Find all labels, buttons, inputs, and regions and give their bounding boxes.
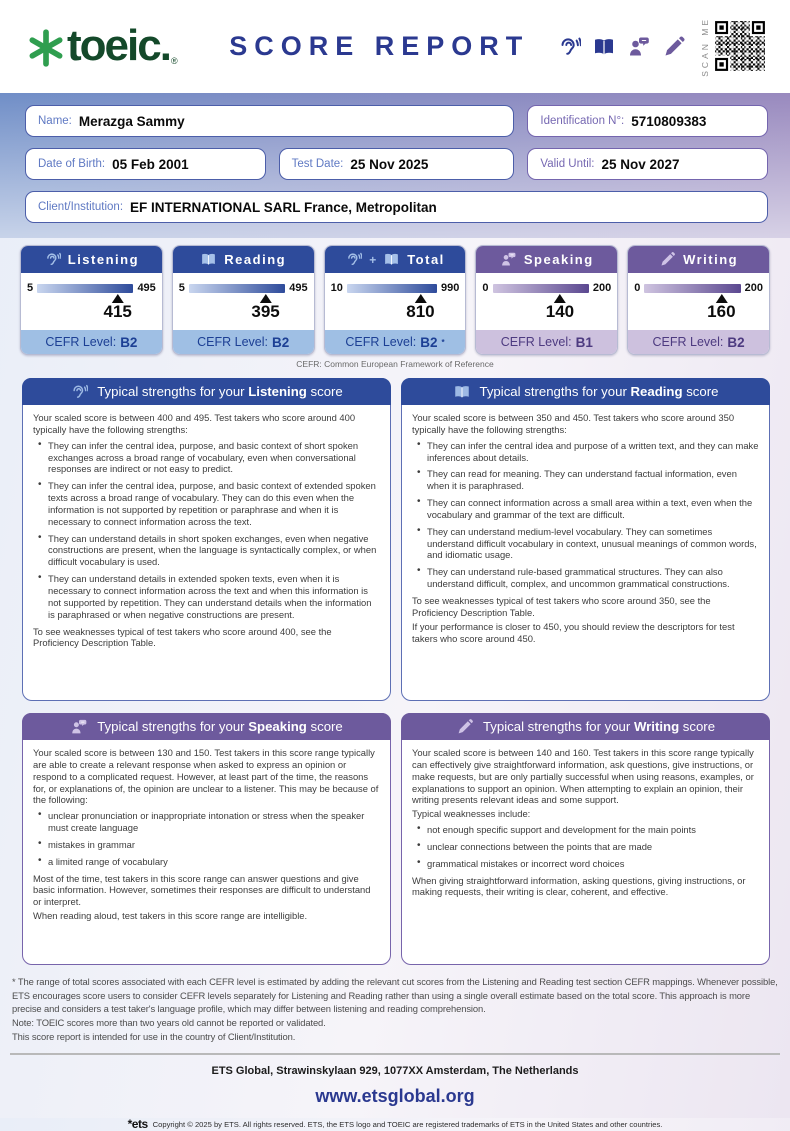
identification-field bbox=[527, 105, 768, 137]
scan-me-label: SCAN ME bbox=[699, 16, 710, 77]
strengths-list bbox=[414, 440, 759, 590]
panel-intro-2: Typical weaknesses include: bbox=[412, 808, 531, 820]
client-institution-label: Client/Institution: bbox=[38, 201, 124, 213]
name-value: Merazga Sammy bbox=[78, 113, 185, 129]
score-cards bbox=[0, 238, 790, 355]
card-title: Total bbox=[407, 252, 445, 267]
list-item: • They can infer the central idea and purpose of a written text, and they can make inferences about details. bbox=[414, 440, 759, 464]
speaking-score-card bbox=[475, 245, 618, 355]
cefr-level: B2 bbox=[271, 334, 290, 350]
cefr-level: B2 bbox=[420, 334, 438, 350]
cefr-level: B2 bbox=[120, 334, 138, 350]
panel-intro: Your scaled score is between 400 and 495. Test takers who score around 400 typically have the following strengths: bbox=[33, 412, 356, 435]
panel-title: Typical strengths for your Listening score bbox=[97, 384, 343, 399]
ets-address: ETS Global, Strawinskylaan 929, 1077XX Amsterdam, The Netherlands bbox=[211, 1065, 579, 1078]
list-item: • unclear connections between the points that are made bbox=[414, 841, 759, 853]
panel-outro: When giving straightforward information, asking questions, giving instructions, or making requests, their writing is clear, coherent, and effective. bbox=[412, 874, 746, 898]
pencil-icon bbox=[456, 718, 474, 736]
score-marker bbox=[251, 294, 279, 322]
score-bar bbox=[493, 284, 589, 293]
total-score-card bbox=[324, 245, 467, 355]
test-date-value: 25 Nov 2025 bbox=[350, 156, 429, 172]
score-bar bbox=[347, 284, 437, 293]
list-item: • They can read for meaning. They can understand factual information, even when it is paraphrased. bbox=[414, 468, 759, 492]
total-cefr: CEFR Level: B2 * bbox=[325, 330, 466, 354]
speaking-cefr: CEFR Level: B1 bbox=[476, 330, 617, 354]
listening-strengths-panel bbox=[22, 378, 391, 701]
writing-score-card bbox=[627, 245, 770, 355]
list-item: • They can understand rule-based grammatical structures. They can also understand difficult, complex, and uncommon grammatical constructions. bbox=[414, 566, 759, 590]
panel-title: Typical strengths for your Writing score bbox=[482, 719, 716, 734]
valid-until-value: 25 Nov 2027 bbox=[601, 156, 680, 172]
card-title: Speaking bbox=[523, 252, 594, 267]
list-item: • They can understand details in extended spoken texts, even when it is necessary to connect information across the text and when this information is not supported by repetition. They can understand details when the information is paraphrased or when negative constructions are present. bbox=[35, 573, 380, 620]
score-value: 415 bbox=[103, 301, 132, 321]
speaking-person-icon bbox=[500, 251, 517, 268]
plus-sign: + bbox=[369, 252, 377, 267]
ear-icon bbox=[44, 251, 61, 268]
client-institution-value: EF INTERNATIONAL SARL France, Metropolitan bbox=[130, 199, 437, 215]
score-marker bbox=[406, 294, 434, 322]
list-item: • They can connect information across a small area within a text, even when the vocabulary and grammar of the text are difficult. bbox=[414, 497, 759, 521]
cefr-asterisk: * bbox=[441, 337, 445, 347]
book-icon bbox=[453, 383, 471, 401]
ear-icon bbox=[70, 383, 88, 401]
reading-strengths-panel bbox=[401, 378, 770, 701]
pencil-icon bbox=[659, 251, 676, 268]
client-institution-field bbox=[25, 191, 768, 223]
panel-intro: Your scaled score is between 350 and 450. Test takers who score around 350 typically have the following strengths: bbox=[412, 412, 735, 435]
score-marker bbox=[707, 294, 735, 322]
valid-until-label: Valid Until: bbox=[540, 158, 595, 170]
speaking-scale bbox=[476, 273, 617, 330]
scale-max: 200 bbox=[744, 282, 763, 294]
panel-outro: To see weaknesses typical of test takers who score around 400, see the Proficiency Description Table. bbox=[33, 625, 332, 649]
date-of-birth-value: 05 Feb 2001 bbox=[112, 156, 189, 172]
score-value: 810 bbox=[406, 301, 435, 321]
score-bar bbox=[644, 284, 740, 293]
validity-note: Note: TOEIC scores more than two years old cannot be reported or validated. bbox=[12, 1016, 326, 1028]
date-of-birth-label: Date of Birth: bbox=[38, 158, 106, 170]
writing-scale bbox=[628, 273, 769, 330]
list-item: • They can infer the central idea, purpose, and basic context of short spoken exchanges across a broad range of vocabulary, even when conversational responses are indirect or not easy to predict. bbox=[35, 440, 380, 476]
country-note: This score report is intended for use in the country of Client/Institution. bbox=[12, 1030, 296, 1042]
writing-card-header bbox=[628, 246, 769, 273]
writing-strengths-panel bbox=[401, 713, 770, 965]
toeic-logo bbox=[26, 20, 178, 70]
panel-intro: Your scaled score is between 130 and 150. Test takers in this score range typically are able to create a relevant response when asked to express an opinion or respond to a complicated request. However, at least part of the time, the reasons for, or explanations of, the opinion are unclear to a listener. This may be because of the following: bbox=[33, 747, 379, 806]
qr-code bbox=[714, 20, 766, 72]
speaking-panel-header bbox=[22, 713, 391, 740]
total-card-header bbox=[325, 246, 466, 273]
speaking-person-icon bbox=[70, 718, 88, 736]
strengths-list bbox=[35, 440, 380, 621]
test-date-label: Test Date: bbox=[291, 158, 344, 170]
panel-outro-2: When reading aloud, test takers in this score range are intelligible. bbox=[33, 910, 308, 922]
report-footer bbox=[0, 1055, 790, 1131]
cefr-level: B2 bbox=[727, 334, 745, 350]
listening-panel-header bbox=[22, 378, 391, 405]
book-icon bbox=[592, 35, 616, 59]
card-title: Writing bbox=[683, 252, 739, 267]
copyright-text: Copyright © 2025 by ETS. All rights reserved. ETS, the ETS logo and TOEIC are registered trademarks of ETS in the United States and other countries. bbox=[152, 1119, 663, 1129]
listening-scale bbox=[21, 273, 162, 330]
strength-panels bbox=[0, 371, 790, 965]
score-marker bbox=[104, 294, 132, 322]
pencil-icon bbox=[662, 35, 686, 59]
identification-value: 5710809383 bbox=[631, 113, 707, 129]
speaking-card-header bbox=[476, 246, 617, 273]
card-title: Listening bbox=[67, 252, 140, 267]
listening-card-header bbox=[21, 246, 162, 273]
panel-title: Typical strengths for your Speaking score bbox=[97, 719, 343, 734]
list-item: • They can infer the central idea, purpose, and basic context of extended spoken texts across a broad range of vocabulary. They can do this even when the information is not supported by repetition or paraphrase and when it is necessary to connect information across the text. bbox=[35, 480, 380, 527]
panel-intro: Your scaled score is between 140 and 160. Test takers in this score range typically can effectively give straightforward information, ask questions, give instructions, or make requests, but are only partially successful when using reasons, examples, or explanations to support an opinion. When attempting to explain an opinion, their writing presents relevant ideas and some support. bbox=[412, 747, 754, 806]
identity-band bbox=[0, 93, 790, 238]
writing-panel-header bbox=[401, 713, 770, 740]
ets-logo: *ets bbox=[127, 1117, 148, 1131]
score-bar bbox=[37, 284, 133, 293]
ear-icon bbox=[345, 251, 362, 268]
list-item: • unclear pronunciation or inappropriate intonation or stress when the speaker must create language bbox=[35, 810, 380, 834]
reading-scale bbox=[173, 273, 314, 330]
score-bar bbox=[189, 284, 285, 293]
scale-min: 5 bbox=[27, 282, 34, 294]
scale-min: 0 bbox=[482, 282, 489, 294]
list-item: • They can understand details in short spoken exchanges, even when negative constructions are present, when the language is syntactically complex, or when difficult vocabulary is used. bbox=[35, 533, 380, 569]
book-icon bbox=[383, 251, 400, 268]
ear-icon bbox=[557, 35, 581, 59]
speaking-strengths-panel bbox=[22, 713, 391, 965]
toeic-star-icon bbox=[26, 28, 66, 68]
scale-min: 10 bbox=[330, 282, 343, 294]
writing-cefr: CEFR Level: B2 bbox=[628, 330, 769, 354]
score-value: 160 bbox=[707, 301, 736, 321]
reading-card-header bbox=[173, 246, 314, 273]
score-value: 395 bbox=[251, 301, 280, 321]
listening-cefr: CEFR Level: B2 bbox=[21, 330, 162, 354]
cefr-footnote: * The range of total scores associated with each CEFR level is estimated by adding the relevant cut scores from the Listening and Reading test section CEFR mappings. Whenever possible, ETS encourages score users to consider CEFR levels separately for Listening and Reading rather than using a single overall estimate based on the total score. This approach is more precise and considers a test taker's language profile, which may differ between listening and reading comprehension. bbox=[12, 976, 778, 1015]
registered-mark: ® bbox=[170, 55, 178, 66]
skill-icons bbox=[557, 35, 686, 59]
name-field bbox=[25, 105, 514, 137]
report-header bbox=[0, 0, 790, 93]
cefr-level: B1 bbox=[575, 334, 593, 350]
valid-until-field bbox=[527, 148, 768, 180]
panel-outro-2: If your performance is closer to 450, you should review the descriptors for test takers who score around 450. bbox=[412, 620, 735, 644]
name-label: Name: bbox=[38, 115, 72, 127]
speaking-person-icon bbox=[627, 35, 651, 59]
toeic-logo-text: toeic. bbox=[67, 20, 170, 70]
page-title: SCORE REPORT bbox=[229, 31, 530, 61]
website-link[interactable]: www.etsglobal.org bbox=[315, 1086, 475, 1107]
scale-max: 990 bbox=[441, 282, 460, 294]
card-title: Reading bbox=[224, 252, 287, 267]
scale-min: 5 bbox=[178, 282, 185, 294]
panel-outro: Most of the time, test takers in this score range can answer questions and give basic information. However, sometimes their responses are difficult to understand or interpret. bbox=[33, 872, 371, 908]
list-item: • not enough specific support and development for the main points bbox=[414, 824, 759, 836]
scale-max: 495 bbox=[289, 282, 308, 294]
score-marker bbox=[546, 294, 574, 322]
panel-title: Typical strengths for your Reading score bbox=[479, 384, 719, 399]
scale-min: 0 bbox=[634, 282, 641, 294]
listening-score-card bbox=[20, 245, 163, 355]
list-item: • mistakes in grammar bbox=[35, 839, 380, 851]
scale-max: 200 bbox=[592, 282, 612, 294]
score-value: 140 bbox=[545, 301, 575, 321]
strengths-list bbox=[35, 810, 380, 867]
total-scale bbox=[325, 273, 466, 330]
reading-cefr: CEFR Level: B2 bbox=[173, 330, 314, 354]
cefr-caption: CEFR: Common European Framework of Reference bbox=[296, 359, 494, 369]
identification-label: Identification N°: bbox=[540, 115, 625, 127]
reading-score-card bbox=[172, 245, 315, 355]
panel-outro: To see weaknesses typical of test takers who score around 350, see the Proficiency Description Table. bbox=[412, 594, 711, 618]
footnotes bbox=[0, 965, 790, 1043]
date-of-birth-field bbox=[25, 148, 266, 180]
scale-max: 495 bbox=[137, 282, 156, 294]
reading-panel-header bbox=[401, 378, 770, 405]
book-icon bbox=[200, 251, 217, 268]
list-item: • grammatical mistakes or incorrect word choices bbox=[414, 858, 759, 870]
strengths-list bbox=[414, 824, 759, 870]
test-date-field bbox=[279, 148, 515, 180]
list-item: • a limited range of vocabulary bbox=[35, 856, 380, 868]
list-item: • They can understand medium-level vocabulary. They can sometimes understand difficult vocabulary in context, unusual meanings of common words, and idiomatic usage. bbox=[414, 526, 759, 562]
